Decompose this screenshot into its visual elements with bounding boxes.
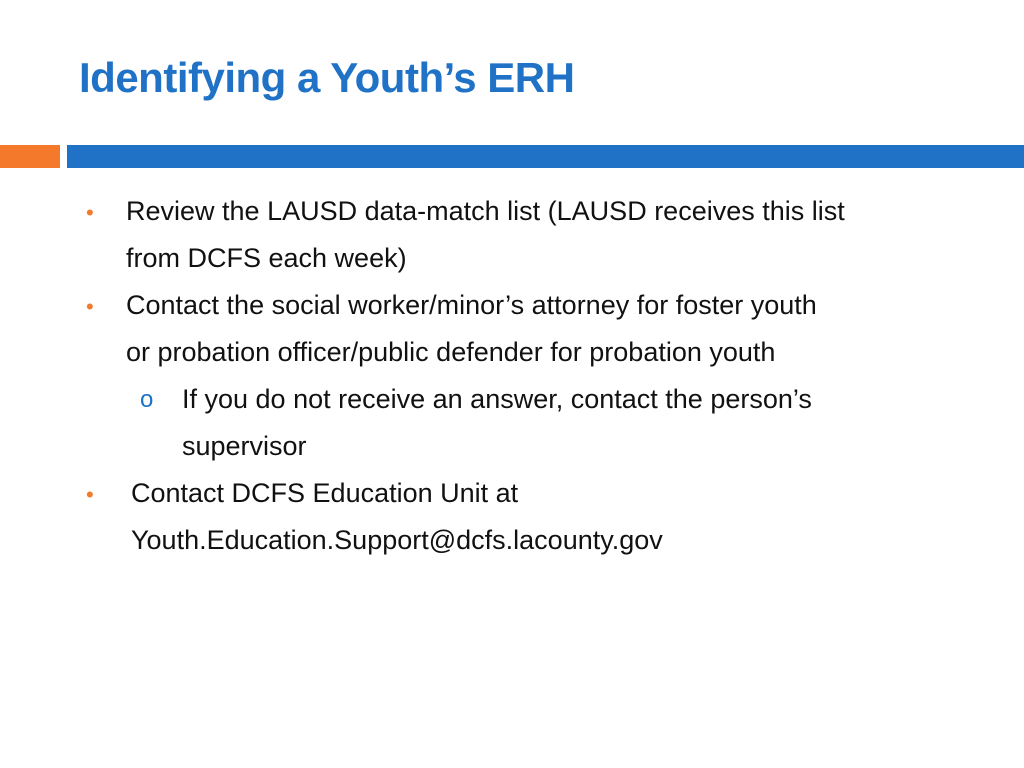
sub-bullet-text-line: supervisor xyxy=(182,431,307,461)
bullet-text-line: Contact DCFS Education Unit at xyxy=(131,478,519,508)
accent-bar-blue xyxy=(67,145,1024,168)
bullet-text-line: from DCFS each week) xyxy=(126,243,407,273)
bullet-text-line: or probation officer/public defender for probation youth xyxy=(126,337,776,367)
bullet-text-line: Contact the social worker/minor’s attorney for foster youth xyxy=(126,290,817,320)
bullet-text-line: Review the LAUSD data-match list (LAUSD receives this list xyxy=(126,196,845,226)
slide-title: Identifying a Youth’s ERH xyxy=(79,54,575,101)
sub-bullet-text-line: If you do not receive an answer, contact the person’s xyxy=(182,384,812,414)
bullet-marker: • xyxy=(86,200,94,225)
accent-bar-orange xyxy=(0,145,60,168)
bullet-marker: • xyxy=(86,294,94,319)
email-address[interactable]: Youth.Education.Support@dcfs.lacounty.gov xyxy=(131,525,663,555)
sub-bullet-marker: o xyxy=(140,386,154,413)
bullet-marker: • xyxy=(86,482,94,507)
